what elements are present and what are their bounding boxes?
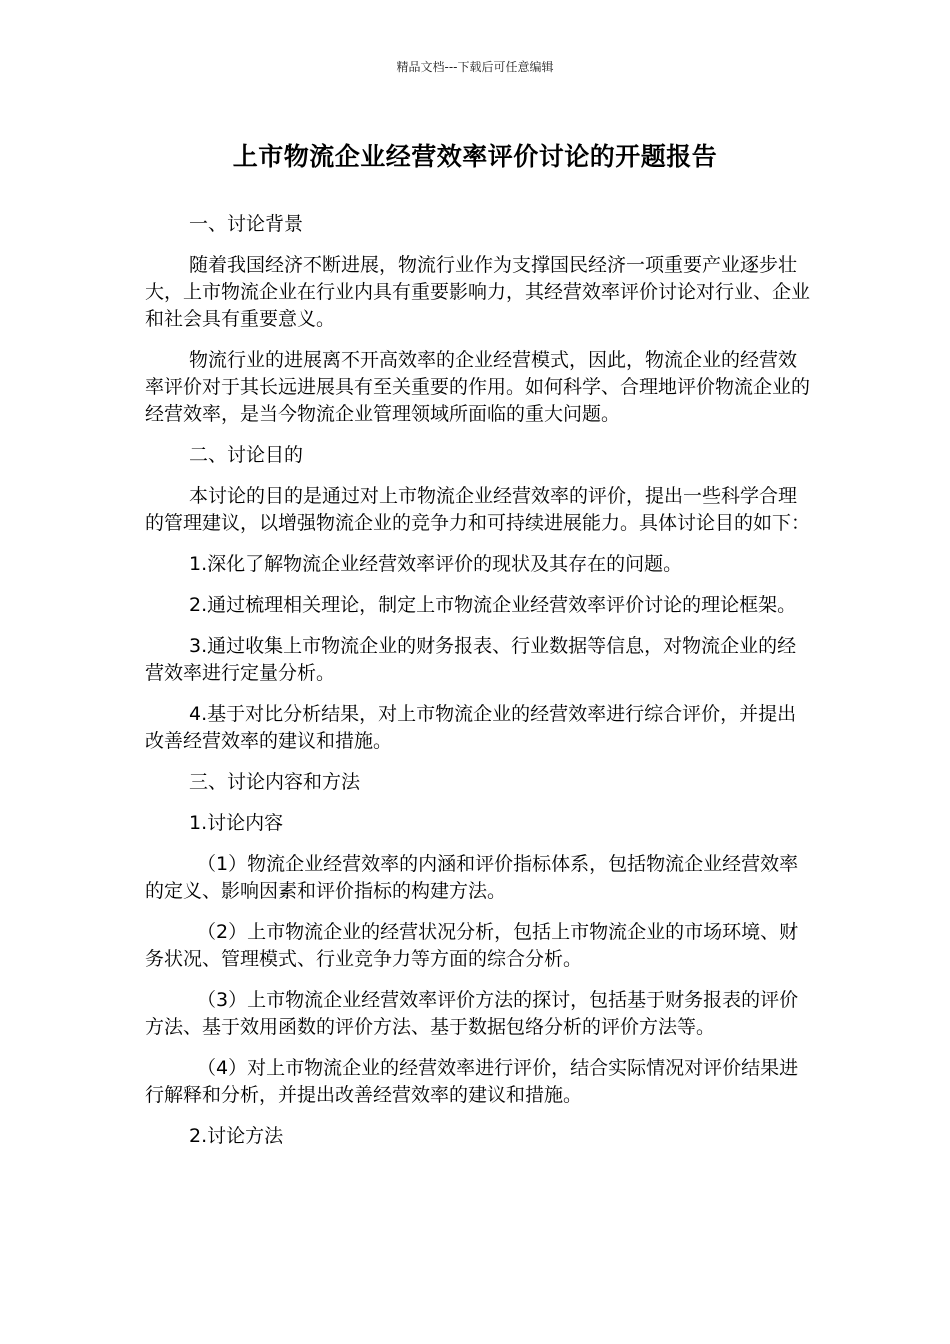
document-body [145, 211, 810, 1164]
paragraph: 随着我国经济不断进展，物流行业作为支撑国民经济一项重要产业逐步壮大，上市物流企业在行业内具有重要影响力，其经营效率评价讨论对行业、企业和社会具有重要意义。 [145, 254, 811, 330]
header-note: 精品文档---下载后可任意编辑 [396, 60, 554, 74]
list-item: 1.深化了解物流企业经营效率评价的现状及其存在的问题。 [189, 553, 683, 575]
document-title: 上市物流企业经营效率评价讨论的开题报告 [232, 142, 718, 171]
list-item: （4）对上市物流企业的经营效率进行评价，结合实际情况对评价结果进行解释和分析，并提出改善经营效率的建议和措施。 [145, 1057, 799, 1106]
section-heading-content-methods: 三、讨论内容和方法 [189, 771, 361, 793]
section-heading-background: 一、讨论背景 [189, 213, 304, 235]
list-item: 2.通过梳理相关理论，制定上市物流企业经营效率评价讨论的理论框架。 [189, 594, 797, 616]
paragraph: 物流行业的进展离不开高效率的企业经营模式，因此，物流企业的经营效率评价对于其长远进展具有至关重要的作用。如何科学、合理地评价物流企业的经营效率，是当今物流企业管理领域所面临的重大问题。 [145, 349, 811, 425]
section-heading-purpose: 二、讨论目的 [189, 444, 304, 466]
list-item: 3.通过收集上市物流企业的财务报表、行业数据等信息，对物流企业的经营效率进行定量分析。 [145, 635, 797, 684]
list-item: （1）物流企业经营效率的内涵和评价指标体系，包括物流企业经营效率的定义、影响因素和评价指标的构建方法。 [145, 853, 799, 902]
subsection-heading-content: 1.讨论内容 [189, 812, 284, 834]
subsection-heading-methods: 2.讨论方法 [189, 1125, 284, 1147]
list-item: （3）上市物流企业经营效率评价方法的探讨，包括基于财务报表的评价方法、基于效用函数的评价方法、基于数据包络分析的评价方法等。 [145, 989, 799, 1038]
list-item: （2）上市物流企业的经营状况分析，包括上市物流企业的市场环境、财务状况、管理模式、行业竞争力等方面的综合分析。 [145, 921, 799, 970]
list-item: 4.基于对比分析结果，对上市物流企业的经营效率进行综合评价，并提出改善经营效率的建议和措施。 [145, 703, 797, 752]
paragraph: 本讨论的目的是通过对上市物流企业经营效率的评价，提出一些科学合理的管理建议，以增强物流企业的竞争力和可持续进展能力。具体讨论目的如下： [145, 485, 811, 534]
